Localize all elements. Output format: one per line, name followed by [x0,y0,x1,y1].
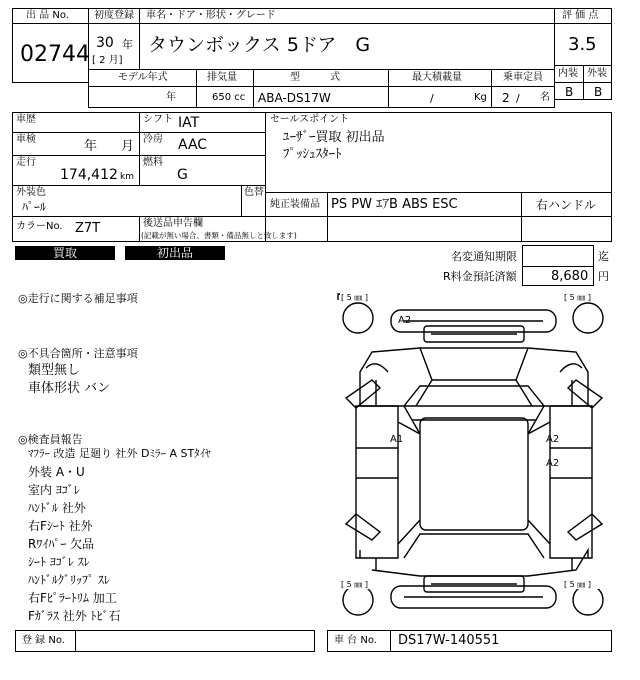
ac-label: 冷房 [143,134,163,145]
lot-number: 02744 [20,42,90,67]
mileage-unit: km [120,172,134,182]
recycle-fee-amount: 8,680 [551,269,589,284]
defects-line-2: 車体形状 バン [28,381,111,396]
interior-grade: B [565,85,574,99]
inspector-report-line: 外装 A・U [28,465,85,479]
shift-value: IAT [178,115,200,131]
lot-number-label: 出 品 No. [26,10,69,21]
color-change-label: 色替 [244,187,264,198]
exterior-grade-label: 外装 [587,68,607,79]
tire-depth-rear-right: [ 5 ㎜ ] [564,580,591,589]
steering-position: 右ハンドル [536,198,597,212]
capacity-unit: 名 [540,92,550,103]
model-year-label: モデル年式 [118,72,168,83]
mileage-value: 174,412 [60,167,118,183]
driving-notes-title: ◎走行に関する補足事項 [18,292,138,305]
inspection-month-unit: 月 [121,139,135,154]
documents-note: (記載が無い場合、書類・備品無しと致します) [141,231,297,240]
inspector-report-title: ◎検査員報告 [18,433,83,446]
damage-mark-right-rear-door: A2 [546,458,560,469]
inspection-year-unit: 年 [84,139,98,154]
equipment-list: PS PW ｴｱB ABS ESC [331,197,458,212]
inspector-report-line: ﾊﾝﾄﾞﾙｸﾞﾘｯﾌﾟ ｽﾚ [28,573,110,587]
equipment-label: 純正装備品 [270,199,320,210]
sales-point-label: セールスポイント [270,114,350,125]
first-listing-tag: 初出品 [125,246,225,260]
first-registration-month: [ 2 月] [92,55,123,66]
capacity-slash: / [516,92,520,105]
inspector-report-line: 室内 ﾖｺﾞﾚ [28,483,80,497]
name-change-deadline-field [522,245,594,267]
vehicle-damage-diagram [336,288,612,630]
registration-number-label: 登 録 No. [22,635,65,646]
shift-label: シフト [143,114,173,125]
damage-mark-front-bumper: A2 [398,315,412,326]
tire-depth-front-left: [ 5 ㎜ ] [341,293,368,302]
inspector-report-line: ｼｰﾄ ﾖｺﾞﾚ ｽﾚ [28,555,90,569]
displacement-label: 排気量 [207,72,237,83]
first-registration-year: 30 [96,35,114,51]
exterior-color-label: 外装色 [16,187,46,198]
first-registration-label: 初度登録 [94,10,134,21]
exterior-grade: B [594,85,603,99]
vehicle-name-label: 車名・ドア・形状・グレード [146,10,276,21]
capacity-label: 乗車定員 [503,72,543,83]
purchase-tag: 買取 [15,246,115,260]
max-load-unit: Kg [474,92,487,103]
inspector-report-line: ﾏﾌﾗｰ 改造 足廻り 社外 Dﾐﾗｰ A STﾀｲﾔ [28,447,211,460]
model-code: ABA-DS17W [258,91,331,105]
exterior-color: ﾊﾟｰﾙ [22,200,47,214]
color-number-label: カラーNo. [16,221,63,232]
mileage-label: 走行 [16,157,36,168]
max-load-slash: / [430,92,434,105]
displacement: 650 cc [212,92,246,103]
tire-depth-front-right: [ 5 ㎜ ] [564,293,591,302]
damage-mark-left-door: A1 [390,434,404,445]
name-change-deadline-label: 名変通知期限 [451,250,517,263]
score-label: 評 価 点 [562,10,599,21]
inspector-report-line: Rﾜｲﾊﾟｰ 欠品 [28,537,95,551]
history-label: 車歴 [16,114,36,125]
inspection-label: 車検 [16,134,36,145]
sales-point-line-1: ﾕｰｻﾞｰ買取 初出品 [283,130,385,145]
score-value: 3.5 [568,34,597,55]
defects-title: ◎不具合箇所・注意事項 [18,347,138,360]
damage-mark-right-door: A2 [546,434,560,445]
model-code-label: 型 式 [290,72,340,83]
first-registration-year-unit: 年 [122,38,133,51]
name-change-deadline-unit: 迄 [598,250,609,263]
vehicle-name: タウンボックス 5ドア G [148,34,371,56]
chassis-number-label: 車 台 No. [334,635,377,646]
tire-depth-rear-left: [ 5 ㎜ ] [341,580,368,589]
recycle-fee-unit: 円 [598,270,609,283]
inspector-report-line: ﾊﾝﾄﾞﾙ 社外 [28,501,86,515]
recycle-fee-label: R料金預託済額 [443,270,517,283]
documents-label: 後送品申告欄 [143,218,203,229]
inspector-report-line: Fｶﾞﾗｽ 社外 ﾄﾋﾞ石 [28,609,121,623]
ac-value: AAC [178,137,208,153]
max-load-label: 最大積載量 [412,72,462,83]
color-number: Z7T [75,221,101,236]
sales-point-line-2: ﾌﾟｯｼｭｽﾀｰﾄ [283,147,342,162]
inspector-report-line: 右Fｼｰﾄ 社外 [28,519,93,533]
capacity-value: 2 [502,91,510,105]
fuel-value: G [177,167,188,183]
fuel-label: 燃料 [143,157,163,168]
interior-grade-label: 内装 [558,68,578,79]
chassis-number: DS17W-140551 [398,633,500,648]
inspector-report-line: 右Fﾋﾟﾗｰﾄﾘﾑ 加工 [28,591,117,605]
defects-line-1: 類型無し [28,363,81,378]
model-year-unit: 年 [166,92,176,103]
